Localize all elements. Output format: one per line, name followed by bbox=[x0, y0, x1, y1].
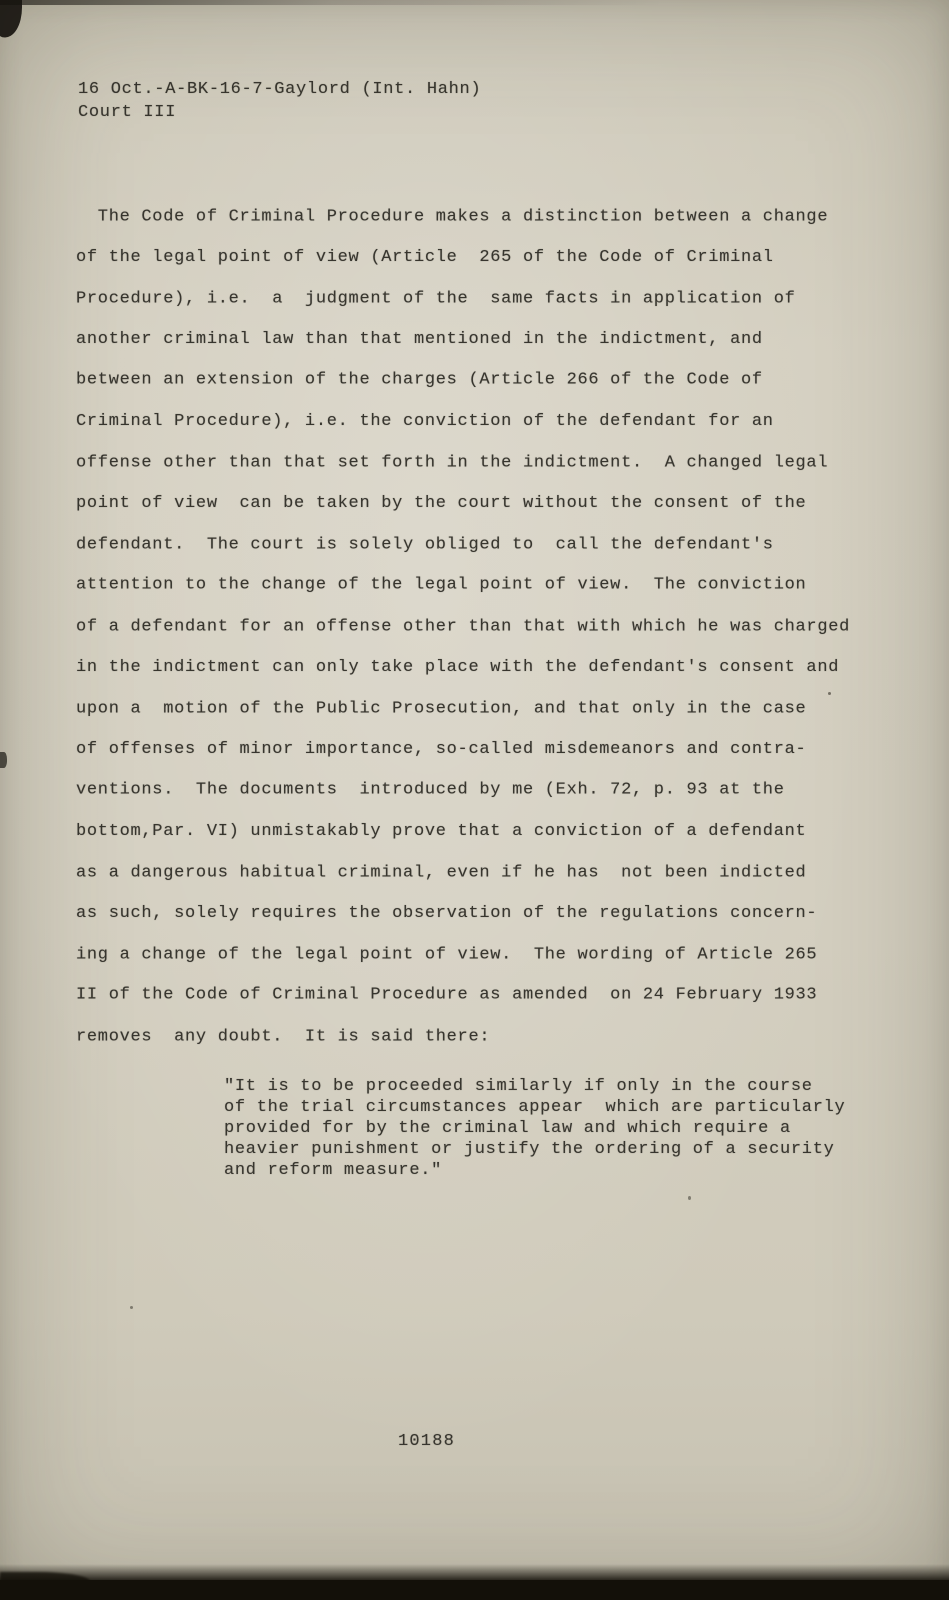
body-line: The Code of Criminal Procedure makes a distinction between a change bbox=[76, 207, 829, 227]
document-header bbox=[78, 78, 481, 124]
body-line: point of view can be taken by the court without the consent of the bbox=[76, 494, 807, 513]
body-line: of the legal point of view (Article 265 of the Code of Criminal bbox=[76, 248, 774, 267]
body-line: in the indictment can only take place with the defendant's consent and bbox=[76, 658, 840, 677]
scan-artifact-top-left-corner bbox=[0, 0, 22, 40]
body-line: offense other than that set forth in the indictment. A changed legal bbox=[76, 453, 829, 473]
body-line: upon a motion of the Public Prosecution, and that only in the case bbox=[76, 699, 807, 719]
scan-speck bbox=[130, 1306, 133, 1309]
body-line: attention to the change of the legal point of view. The conviction bbox=[76, 575, 807, 595]
scan-artifact-left-edge-mark bbox=[0, 752, 7, 768]
quote-line: and reform measure." bbox=[224, 1161, 443, 1180]
body-line: between an extension of the charges (Article 266 of the Code of bbox=[76, 370, 763, 390]
header-court-line: Court III bbox=[78, 103, 177, 122]
body-line: as such, solely requires the observation of the regulations concern- bbox=[76, 904, 818, 923]
body-line: as a dangerous habitual criminal, even if he has not been indicted bbox=[76, 863, 807, 883]
body-line: ing a change of the legal point of view. The wording of Article 265 bbox=[76, 945, 818, 965]
body-line: ventions. The documents introduced by me (Exh. 72, p. 93 at the bbox=[76, 780, 785, 800]
body-line: Criminal Procedure), i.e. the conviction of the defendant for an bbox=[76, 412, 774, 431]
quote-line: provided for by the criminal law and which require a bbox=[224, 1119, 791, 1138]
document-body bbox=[76, 196, 850, 1057]
body-line: II of the Code of Criminal Procedure as amended on 24 February 1933 bbox=[76, 985, 818, 1005]
body-line: defendant. The court is solely obliged to call the defendant's bbox=[76, 535, 774, 555]
quote-line: "It is to be proceeded similarly if only in the course bbox=[224, 1077, 813, 1096]
quoted-passage bbox=[224, 1076, 845, 1181]
body-line: Procedure), i.e. a judgment of the same facts in application of bbox=[76, 289, 796, 309]
page-number: 10188 bbox=[398, 1432, 456, 1451]
scan-speck bbox=[688, 1196, 691, 1200]
body-line: of offenses of minor importance, so-called misdemeanors and contra- bbox=[76, 740, 807, 759]
body-line: of a defendant for an offense other than that with which he was charged bbox=[76, 617, 851, 637]
body-line: another criminal law than that mentioned in the indictment, and bbox=[76, 330, 763, 349]
scan-artifact-top-edge bbox=[0, 0, 949, 5]
header-reference-line: 16 Oct.-A-BK-16-7-Gaylord (Int. Hahn) bbox=[78, 80, 482, 99]
quote-line: of the trial circumstances appear which are particularly bbox=[224, 1098, 846, 1117]
quote-line: heavier punishment or justify the ordering of a security bbox=[224, 1140, 835, 1159]
scan-speck bbox=[828, 692, 831, 695]
scan-artifact-bottom-edge bbox=[0, 1580, 949, 1600]
body-line: bottom,Par. VI) unmistakably prove that a conviction of a defendant bbox=[76, 822, 807, 841]
body-line: removes any doubt. It is said there: bbox=[76, 1027, 491, 1047]
